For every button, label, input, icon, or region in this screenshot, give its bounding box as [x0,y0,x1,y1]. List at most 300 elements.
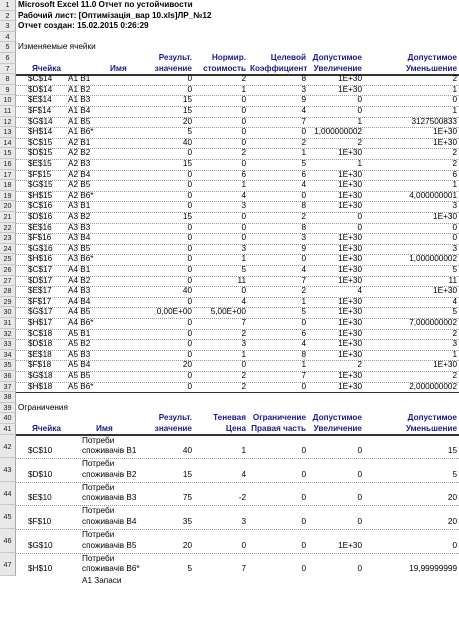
constraint-rhs[interactable]: 0 [301,564,306,574]
variable-name[interactable]: A4 B3 [68,286,91,296]
variable-name[interactable]: A5 B5 [68,371,91,380]
row-header[interactable]: 32 [0,329,16,340]
variable-cell-ref[interactable]: $G$15 [28,180,53,190]
variable-cell-ref[interactable]: $E$15 [28,159,52,168]
row-header[interactable]: 43 [0,458,16,482]
variable-cell-ref[interactable]: $D$15 [28,148,53,158]
variable-cell-ref[interactable]: $C$17 [28,265,53,274]
constraint-value[interactable]: 40 [182,446,192,456]
variable-allowable-decrease[interactable]: 4,000000001 [409,190,457,200]
row-header[interactable]: 6 [0,53,16,64]
variable-allowable-decrease[interactable]: 0 [452,95,457,105]
variable-name[interactable]: A1 B6* [68,127,94,137]
constraint-name[interactable]: споживачів B2 [82,469,137,479]
variable-allowable-increase[interactable]: 1E+30 [338,349,362,359]
constraint-cell-ref[interactable]: $H$10 [28,564,53,574]
constraint-shadow-price[interactable]: 4 [241,469,246,479]
variable-objective-coef[interactable]: 9 [301,95,306,105]
row-header[interactable]: 40 [0,413,16,424]
constraint-allowable-increase[interactable]: 0 [357,564,362,574]
variable-name[interactable]: A4 B4 [68,296,91,306]
variable-allowable-decrease[interactable]: 1E+30 [433,212,457,221]
variable-objective-coef[interactable]: 2 [301,212,306,221]
variable-allowable-increase[interactable]: 0 [357,222,362,232]
variable-name[interactable]: A2 B2 [68,148,91,158]
variable-cell-ref[interactable]: $F$14 [28,106,52,115]
variable-value[interactable]: 15 [182,212,192,221]
variable-value[interactable]: 0 [187,233,192,243]
variable-allowable-increase[interactable]: 1E+30 [338,180,362,190]
variable-reduced-cost[interactable]: 0 [241,127,246,137]
row-header[interactable]: 4 [0,32,16,43]
constraint-allowable-increase[interactable]: 0 [357,493,362,503]
section-title-variables[interactable]: Изменяемые ячейки [18,42,96,52]
constraint-value[interactable]: 5 [187,564,192,574]
variable-value[interactable]: 0 [187,243,192,253]
variable-reduced-cost[interactable]: 1 [241,180,246,190]
variable-name[interactable]: A2 B3 [68,159,91,168]
variable-value[interactable]: 0 [187,328,192,338]
header-name[interactable]: Имя [96,424,113,433]
variable-objective-coef[interactable]: 3 [301,233,306,243]
variable-objective-coef[interactable]: 7 [301,116,306,126]
row-header[interactable]: 18 [0,180,16,191]
variable-cell-ref[interactable]: $G$17 [28,307,53,317]
row-header[interactable]: 33 [0,339,16,350]
row-header[interactable]: 14 [0,138,16,149]
header-decrease[interactable]: Допустимое [407,53,457,62]
variable-value[interactable]: 0 [187,254,192,264]
row-header[interactable]: 31 [0,318,16,329]
variable-name[interactable]: A5 B3 [68,349,91,359]
variable-objective-coef[interactable]: 1 [301,296,306,306]
variable-value[interactable]: 15 [182,106,192,115]
constraint-allowable-increase[interactable]: 1E+30 [338,540,362,550]
variable-objective-coef[interactable]: 8 [301,201,306,211]
variable-allowable-decrease[interactable]: 2 [452,74,457,84]
variable-allowable-decrease[interactable]: 1,000000002 [409,254,457,264]
variable-cell-ref[interactable]: $D$17 [28,275,53,285]
variable-name[interactable]: A1 B5 [68,116,91,126]
variable-allowable-decrease[interactable]: 3 [452,201,457,211]
row-header[interactable]: 20 [0,201,16,212]
variable-cell-ref[interactable]: $F$17 [28,296,52,306]
variable-objective-coef[interactable]: 8 [301,74,306,84]
variable-value[interactable]: 0 [187,169,192,179]
row-header[interactable]: 9 [0,85,16,96]
constraint-value[interactable]: 15 [182,469,192,479]
variable-reduced-cost[interactable]: 2 [241,74,246,84]
row-header[interactable]: 10 [0,95,16,106]
variable-allowable-increase[interactable]: 1E+30 [338,318,362,327]
header-increase[interactable]: Допустимое [312,53,362,62]
variable-reduced-cost[interactable]: 2 [241,371,246,380]
constraint-shadow-price[interactable]: 3 [241,516,246,526]
variable-value[interactable]: 0 [187,180,192,190]
row-header[interactable]: 34 [0,350,16,361]
variable-allowable-increase[interactable]: 1 [357,159,362,168]
report-title[interactable]: Microsoft Excel 11.0 Отчет по устойчивости [18,0,193,9]
variable-cell-ref[interactable]: $E$16 [28,222,52,232]
variable-allowable-decrease[interactable]: 2,000000002 [409,381,457,391]
variable-allowable-increase[interactable]: 1E+30 [338,275,362,285]
row-header[interactable]: 29 [0,297,16,308]
variable-allowable-decrease[interactable]: 4 [452,296,457,306]
variable-value[interactable]: 0 [187,148,192,158]
variable-allowable-decrease[interactable]: 2 [452,328,457,338]
row-header[interactable]: 28 [0,286,16,297]
variable-objective-coef[interactable]: 8 [301,349,306,359]
row-header[interactable]: 30 [0,307,16,318]
variable-objective-coef[interactable]: 0 [301,254,306,264]
variable-allowable-decrease[interactable]: 2 [452,148,457,158]
variable-name[interactable]: A4 B2 [68,275,91,285]
variable-cell-ref[interactable]: $G$14 [28,116,53,126]
variable-value[interactable]: 0 [187,349,192,359]
row-header[interactable]: 41 [0,424,16,435]
variable-allowable-decrease[interactable]: 6 [452,169,457,179]
variable-value[interactable]: 0 [187,222,192,232]
constraint-value[interactable]: 75 [182,493,192,503]
row-header[interactable]: 38 [0,392,16,403]
header-cell[interactable]: Ячейка [32,424,61,433]
variable-name[interactable]: A2 B5 [68,180,91,190]
variable-name[interactable]: A5 B1 [68,328,91,338]
variable-objective-coef[interactable]: 0 [301,190,306,200]
constraint-rhs[interactable]: 0 [301,540,306,550]
row-header[interactable]: 23 [0,233,16,244]
row-header[interactable]: 26 [0,265,16,276]
variable-value[interactable]: 0 [187,381,192,391]
variable-allowable-decrease[interactable]: 3 [452,243,457,253]
variable-allowable-increase[interactable]: 1E+30 [338,84,362,94]
constraint-name[interactable]: Потреби [82,530,115,539]
row-header[interactable]: 12 [0,117,16,128]
variable-cell-ref[interactable]: $E$17 [28,286,52,296]
variable-allowable-increase[interactable]: 1E+30 [338,328,362,338]
variable-allowable-increase[interactable]: 1E+30 [338,169,362,179]
variable-allowable-increase[interactable]: 2 [357,137,362,147]
variable-cell-ref[interactable]: $F$18 [28,360,52,370]
variable-reduced-cost[interactable]: 4 [241,190,246,200]
row-header[interactable]: 46 [0,529,16,553]
variable-allowable-increase[interactable]: 0 [357,95,362,105]
variable-reduced-cost[interactable]: 2 [241,328,246,338]
variable-value[interactable]: 20 [182,116,192,126]
constraint-value[interactable]: 20 [182,540,192,550]
variable-name[interactable]: A3 B3 [68,222,91,232]
constraint-name[interactable]: Потреби [82,459,115,469]
constraint-allowable-decrease[interactable]: 19,99999999 [409,564,457,574]
variable-value[interactable]: 15 [182,95,192,105]
variable-reduced-cost[interactable]: 3 [241,201,246,211]
constraint-rhs[interactable]: 0 [301,516,306,526]
variable-cell-ref[interactable]: $C$15 [28,137,53,147]
variable-reduced-cost[interactable]: 6 [241,169,246,179]
variable-name[interactable]: A2 B6* [68,190,94,200]
constraint-cell-ref[interactable]: $D$10 [28,469,53,479]
header-reduced-cost[interactable]: Нормир. [211,53,246,62]
constraint-name[interactable]: споживачів B6* [82,564,140,574]
row-header[interactable]: 16 [0,159,16,170]
variable-cell-ref[interactable]: $H$14 [28,127,53,137]
variable-name[interactable]: A1 B1 [68,74,91,84]
variable-allowable-increase[interactable]: 1E+30 [338,339,362,349]
variable-cell-ref[interactable]: $D$18 [28,339,53,349]
header-cell[interactable]: Ячейка [32,63,61,73]
variable-cell-ref[interactable]: $E$14 [28,95,52,105]
header-decrease[interactable]: Уменьшение [405,424,457,433]
variable-allowable-decrease[interactable]: 5 [452,265,457,274]
variable-value[interactable]: 0 [187,201,192,211]
variable-objective-coef[interactable]: 2 [301,286,306,296]
variable-allowable-decrease[interactable]: 2 [452,371,457,380]
variable-allowable-decrease[interactable]: 3 [452,339,457,349]
variable-allowable-decrease[interactable]: 1 [452,84,457,94]
variable-allowable-increase[interactable]: 1 [357,116,362,126]
constraint-cell-ref[interactable]: $C$10 [28,446,53,456]
constraint-cell-ref[interactable]: $F$10 [28,516,52,526]
header-result[interactable]: Результ. [158,53,192,62]
variable-objective-coef[interactable]: 1 [301,360,306,370]
constraint-allowable-increase[interactable]: 0 [357,516,362,526]
constraint-shadow-price[interactable]: -2 [238,493,246,503]
variable-name[interactable]: A1 B3 [68,95,91,105]
variable-allowable-decrease[interactable]: 1E+30 [433,137,457,147]
variable-cell-ref[interactable]: $D$14 [28,84,53,94]
variable-allowable-decrease[interactable]: 11 [448,275,457,285]
variable-cell-ref[interactable]: $H$15 [28,190,53,200]
variable-allowable-decrease[interactable]: 0 [452,222,457,232]
variable-allowable-increase[interactable]: 0 [357,106,362,115]
variable-name[interactable]: A5 B2 [68,339,91,349]
row-header[interactable]: 8 [0,74,16,85]
constraint-name[interactable]: споживачів B1 [82,446,137,456]
variable-objective-coef[interactable]: 6 [301,328,306,338]
variable-reduced-cost[interactable]: 2 [241,381,246,391]
constraint-name[interactable]: Потреби [82,553,115,563]
variable-name[interactable]: A1 B4 [68,106,91,115]
row-header[interactable]: 13 [0,127,16,138]
variable-name[interactable]: A3 B4 [68,233,91,243]
header-result[interactable]: Результ. [158,413,192,423]
variable-value[interactable]: 0 [187,265,192,274]
variable-name[interactable]: A3 B2 [68,212,91,221]
variable-allowable-decrease[interactable]: 2 [452,159,457,168]
constraint-rhs[interactable]: 0 [301,446,306,456]
variable-value[interactable]: 0 [187,275,192,285]
variable-objective-coef[interactable]: 0 [301,381,306,391]
variable-allowable-decrease[interactable]: 5 [452,307,457,317]
variable-objective-coef[interactable]: 5 [301,159,306,168]
row-header[interactable]: 5 [0,42,16,53]
variable-cell-ref[interactable]: $C$16 [28,201,53,211]
variable-reduced-cost[interactable]: 0 [241,222,246,232]
variable-reduced-cost[interactable]: 1 [241,254,246,264]
variable-reduced-cost[interactable]: 0 [241,95,246,105]
header-name[interactable]: Имя [110,63,127,73]
row-header[interactable]: 21 [0,212,16,223]
variable-objective-coef[interactable]: 7 [301,275,306,285]
row-header[interactable]: 3 [0,21,16,32]
variable-cell-ref[interactable]: $C$14 [28,74,53,84]
variable-cell-ref[interactable]: $E$18 [28,349,52,359]
variable-reduced-cost[interactable]: 0 [241,360,246,370]
constraint-name[interactable]: Потреби [82,482,115,492]
variable-value[interactable]: 40 [182,286,192,296]
variable-reduced-cost[interactable]: 5 [241,265,246,274]
variable-allowable-increase[interactable]: 1E+30 [338,296,362,306]
variable-allowable-increase[interactable]: 1E+30 [338,233,362,243]
variable-reduced-cost[interactable]: 0 [241,106,246,115]
constraint-cell-ref[interactable]: $E$10 [28,493,52,503]
row-header[interactable]: 24 [0,244,16,255]
created-timestamp[interactable]: Отчет создан: 15.02.2015 0:26:29 [18,21,149,31]
variable-objective-coef[interactable]: 2 [301,137,306,147]
variable-name[interactable]: A3 B5 [68,243,91,253]
row-header[interactable]: 7 [0,64,16,75]
variable-objective-coef[interactable]: 1 [301,148,306,158]
variable-name[interactable]: A3 B1 [68,201,91,211]
variable-cell-ref[interactable]: $D$16 [28,212,53,221]
constraint-cell-ref[interactable]: $G$10 [28,540,53,550]
constraint-allowable-increase[interactable]: 0 [357,469,362,479]
section-title-constraints[interactable]: Ограничения [18,402,68,412]
variable-name[interactable]: A2 B4 [68,169,91,179]
variable-value[interactable]: 40 [182,137,192,147]
variable-objective-coef[interactable]: 4 [301,265,306,274]
variable-reduced-cost[interactable]: 3 [241,243,246,253]
variable-name[interactable]: A1 B2 [68,84,91,94]
variable-allowable-increase[interactable]: 4 [357,286,362,296]
variable-allowable-increase[interactable]: 1E+30 [338,381,362,391]
variable-allowable-increase[interactable]: 1E+30 [338,307,362,317]
variable-objective-coef[interactable]: 9 [301,243,306,253]
row-header[interactable]: 45 [0,505,16,529]
variable-allowable-increase[interactable]: 0 [357,212,362,221]
variable-allowable-decrease[interactable]: 7,000000002 [409,318,457,327]
constraint-allowable-decrease[interactable]: 15 [447,446,457,456]
variable-reduced-cost[interactable]: 1 [241,349,246,359]
variable-reduced-cost[interactable]: 0 [241,233,246,243]
variable-allowable-increase[interactable]: 1,000000002 [314,127,362,137]
variable-reduced-cost[interactable]: 3 [241,339,246,349]
header-objective[interactable]: Коэффициент [250,63,308,73]
variable-objective-coef[interactable]: 0 [301,127,306,137]
row-header[interactable]: 17 [0,170,16,181]
constraint-rhs[interactable]: 0 [301,469,306,479]
variable-allowable-increase[interactable]: 1E+30 [338,148,362,158]
header-decrease[interactable]: Допустимое [407,413,457,423]
row-header[interactable]: 37 [0,382,16,393]
constraint-shadow-price[interactable]: 1 [241,446,246,456]
variable-cell-ref[interactable]: $G$18 [28,371,53,380]
variable-allowable-increase[interactable]: 1E+30 [338,190,362,200]
variable-value[interactable]: 0 [187,318,192,327]
constraint-shadow-price[interactable]: 7 [241,564,246,574]
variable-allowable-increase[interactable]: 1E+30 [338,265,362,274]
header-increase[interactable]: Допустимое [312,413,362,423]
variable-value[interactable]: 5 [187,127,192,137]
row-header[interactable]: 47 [0,553,16,577]
variable-allowable-decrease[interactable]: 1E+30 [433,286,457,296]
worksheet-name[interactable]: Рабочий лист: [Оптимізація_вар 10.xls]ЛР_№12 [18,10,212,20]
variable-reduced-cost[interactable]: 11 [237,275,246,285]
variable-allowable-decrease[interactable]: 1E+30 [433,127,457,137]
variable-objective-coef[interactable]: 3 [301,84,306,94]
variable-objective-coef[interactable]: 4 [301,106,306,115]
variable-reduced-cost[interactable]: 1 [241,84,246,94]
variable-reduced-cost[interactable]: 0 [241,116,246,126]
header-reduced-cost[interactable]: стоимость [203,63,246,73]
constraint-value[interactable]: 35 [182,516,192,526]
variable-cell-ref[interactable]: $G$16 [28,243,53,253]
row-header[interactable]: 39 [0,403,16,414]
variable-value[interactable]: 0 [187,190,192,200]
variable-cell-ref[interactable]: $H$18 [28,381,53,391]
variable-reduced-cost[interactable]: 0 [241,159,246,168]
row-header[interactable]: 1 [0,0,16,11]
row-header[interactable]: 15 [0,148,16,159]
variable-objective-coef[interactable]: 4 [301,339,306,349]
constraint-name[interactable]: споживачів B4 [82,516,137,526]
variable-reduced-cost[interactable]: 4 [241,296,246,306]
constraint-name[interactable]: A1 Запаси [82,576,122,586]
row-header[interactable]: 25 [0,254,16,265]
variable-value[interactable]: 0 [187,84,192,94]
row-header[interactable]: 35 [0,360,16,371]
header-increase[interactable]: Увеличение [313,424,362,433]
variable-allowable-increase[interactable]: 2 [357,360,362,370]
variable-allowable-decrease[interactable]: 1 [452,349,457,359]
variable-cell-ref[interactable]: $H$17 [28,318,53,327]
variable-allowable-increase[interactable]: 1E+30 [338,74,362,84]
variable-reduced-cost[interactable]: 5,00E+00 [210,307,246,317]
constraint-rhs[interactable]: 0 [301,493,306,503]
row-header[interactable]: 27 [0,276,16,287]
variable-allowable-increase[interactable]: 1E+30 [338,243,362,253]
constraint-allowable-decrease[interactable]: 0 [452,540,457,550]
variable-value[interactable]: 0 [187,339,192,349]
row-header[interactable]: 19 [0,191,16,202]
row-header[interactable]: 22 [0,223,16,234]
constraint-allowable-decrease[interactable]: 5 [452,469,457,479]
constraint-name[interactable]: Потреби [82,506,115,516]
variable-allowable-decrease[interactable]: 3127500833 [411,116,457,126]
variable-value[interactable]: 20 [182,360,192,370]
header-increase[interactable]: Увеличение [313,63,362,73]
row-header[interactable]: 44 [0,482,16,506]
header-objective[interactable]: Целевой [270,53,306,62]
variable-value[interactable]: 0,00E+00 [156,307,192,317]
variable-value[interactable]: 0 [187,296,192,306]
variable-reduced-cost[interactable]: 7 [241,318,246,327]
variable-name[interactable]: A2 B1 [68,137,91,147]
variable-objective-coef[interactable]: 6 [301,169,306,179]
variable-allowable-increase[interactable]: 1E+30 [338,254,362,264]
variable-name[interactable]: A5 B6* [68,381,94,391]
variable-cell-ref[interactable]: $F$15 [28,169,52,179]
variable-value[interactable]: 0 [187,74,192,84]
variable-cell-ref[interactable]: $H$16 [28,254,53,264]
constraint-name[interactable]: Потреби [82,435,115,445]
variable-allowable-increase[interactable]: 1E+30 [338,201,362,211]
variable-reduced-cost[interactable]: 2 [241,148,246,158]
constraint-name[interactable]: споживачів B3 [82,493,137,503]
variable-objective-coef[interactable]: 8 [301,222,306,232]
variable-allowable-decrease[interactable]: 1E+30 [433,360,457,370]
variable-name[interactable]: A4 B1 [68,265,91,274]
